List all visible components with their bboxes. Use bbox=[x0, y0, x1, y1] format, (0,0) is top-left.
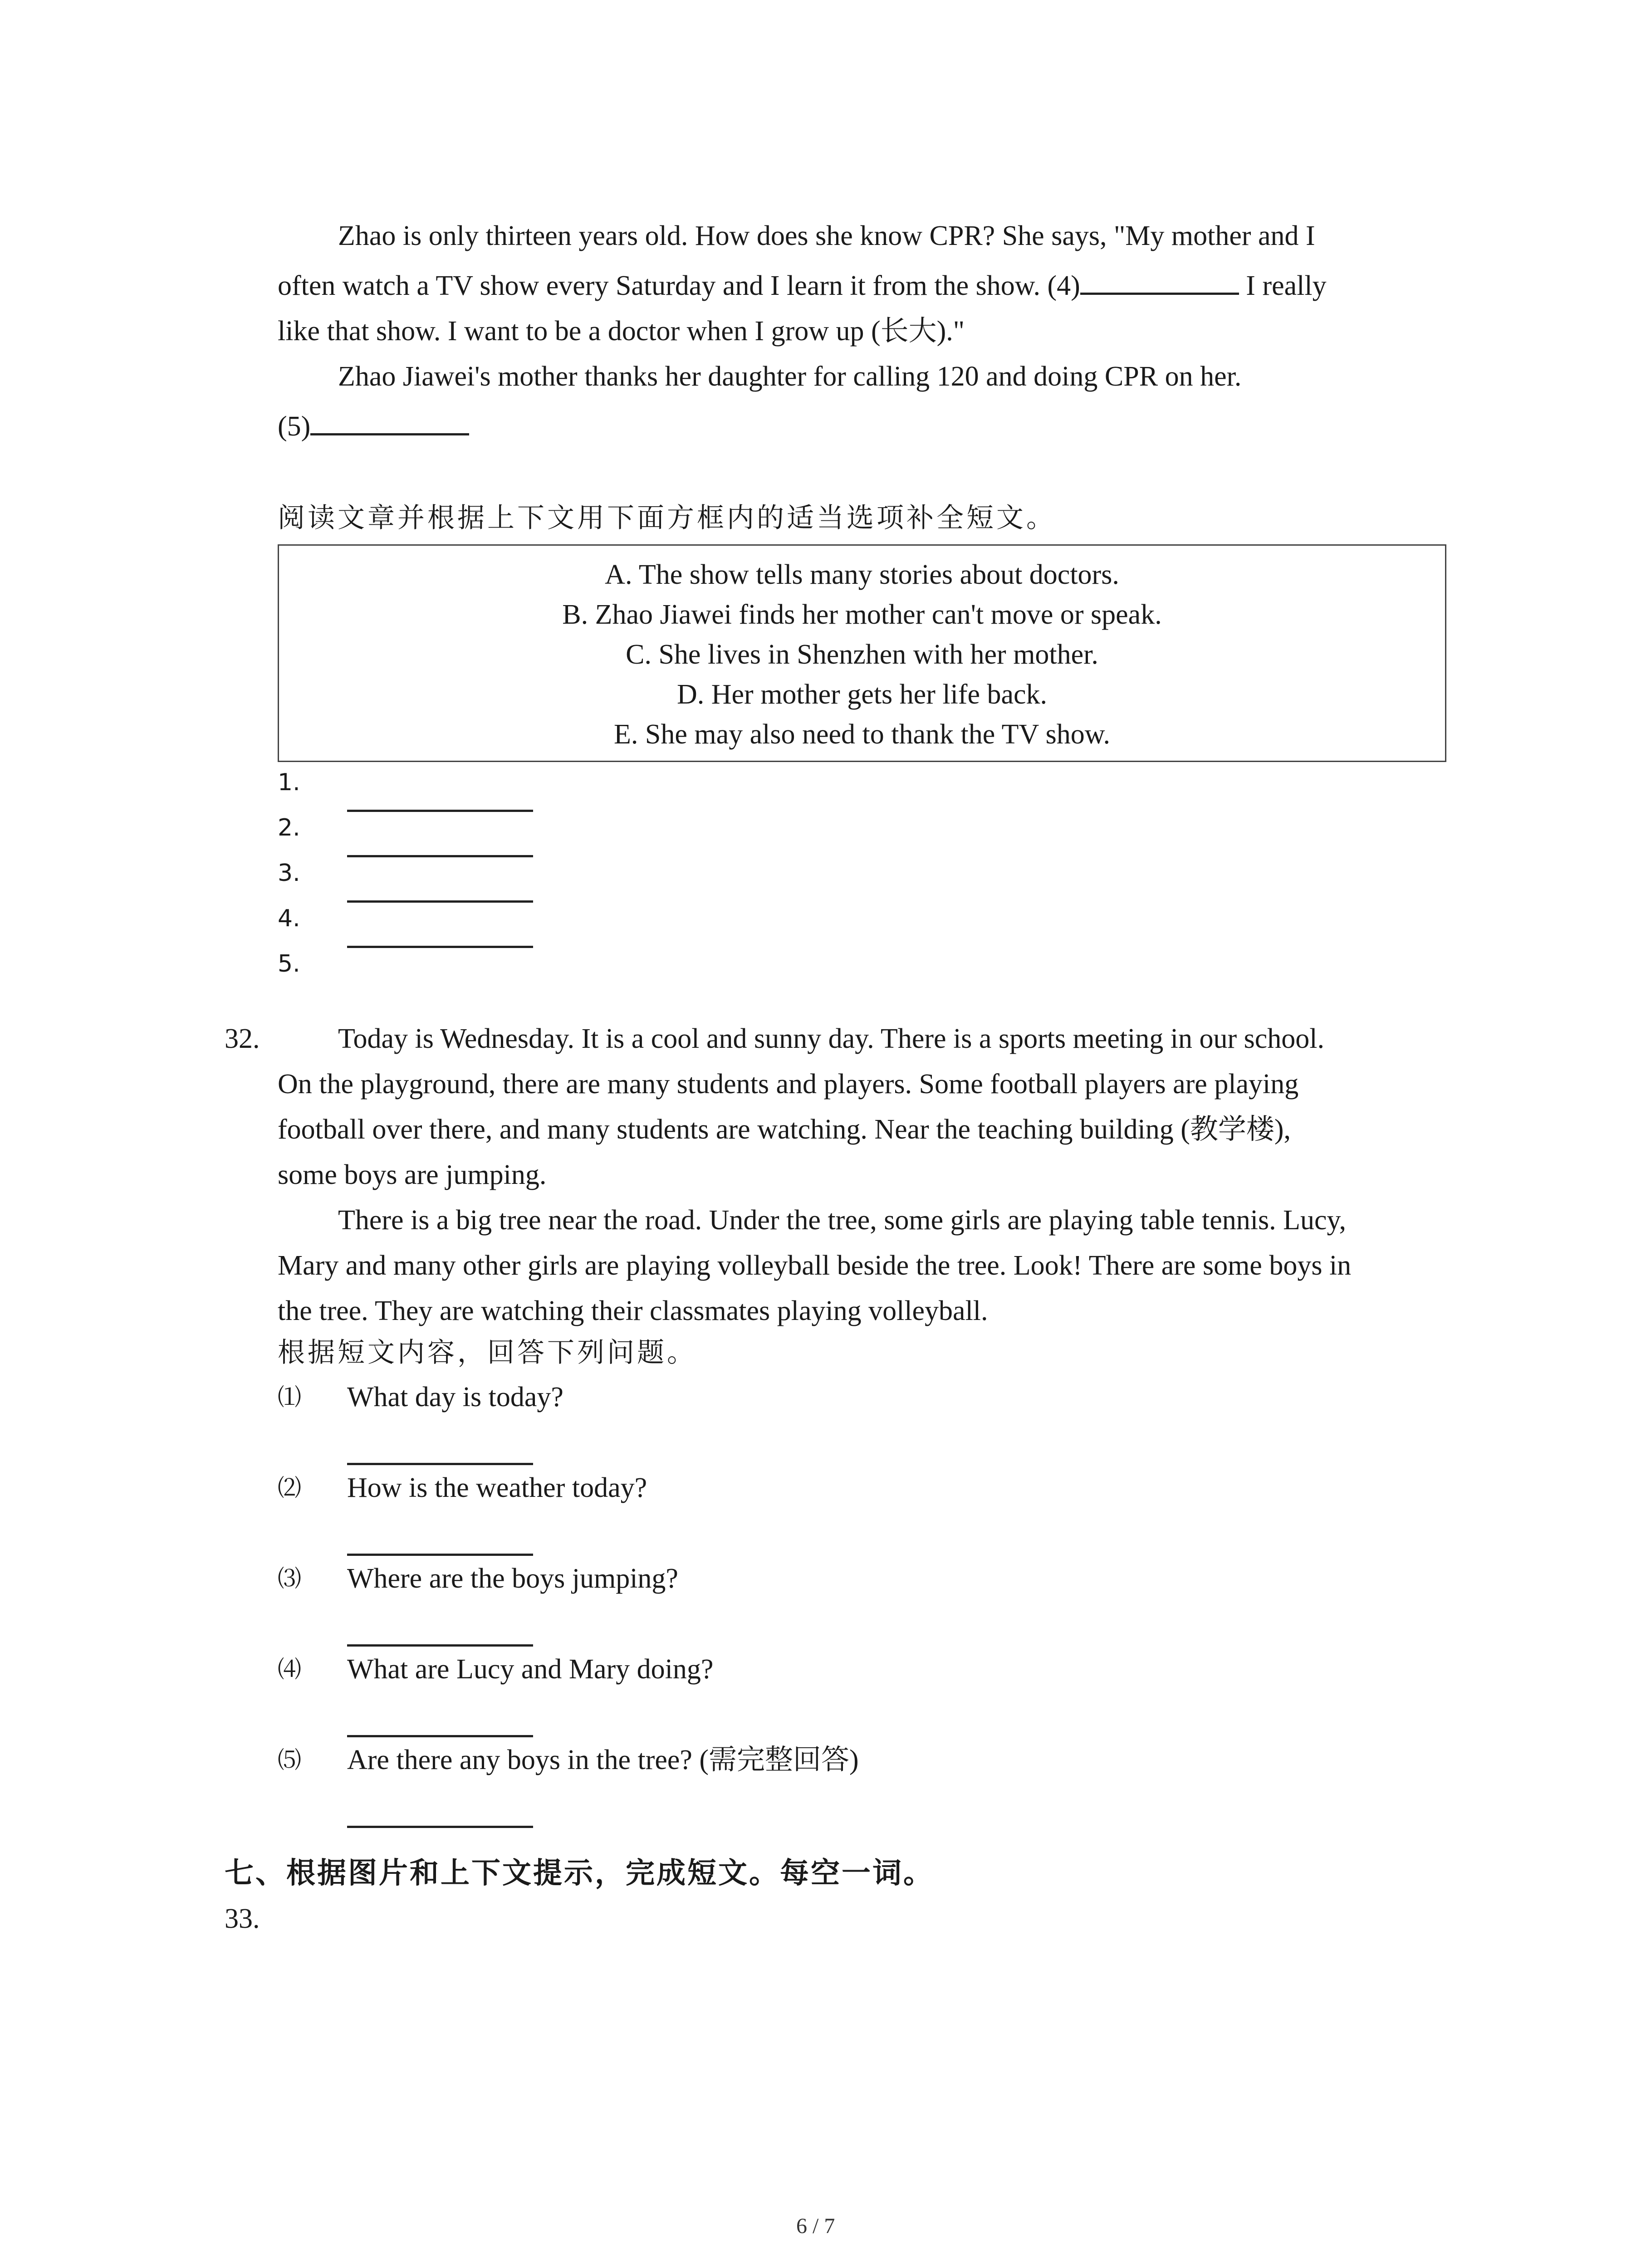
option-a: A. The show tells many stories about doctors. bbox=[605, 559, 1119, 590]
answer-number: 2. bbox=[278, 814, 300, 841]
blank-5[interactable] bbox=[310, 405, 469, 435]
page-number: 6 / 7 bbox=[796, 2214, 835, 2238]
answer-line-q5[interactable] bbox=[347, 1826, 533, 1828]
blank-4[interactable] bbox=[1080, 264, 1239, 295]
passage-text: often watch a TV show every Saturday and I learn it from the show. (4) bbox=[278, 270, 1080, 301]
instruction: 根据短文内容，回答下列问题。 bbox=[278, 1337, 697, 1369]
instruction: 阅读文章并根据上下文用下面方框内的适当选项补全短文。 bbox=[278, 502, 1056, 534]
subquestion-number: ⑸ bbox=[278, 1747, 302, 1774]
blank-label: (5) bbox=[278, 411, 311, 442]
question-number: 32. bbox=[225, 1023, 260, 1054]
answer-number: 1. bbox=[278, 769, 300, 796]
answer-number: 3. bbox=[278, 860, 300, 887]
answer-line-1[interactable] bbox=[347, 810, 533, 812]
passage-line: some boys are jumping. bbox=[278, 1159, 547, 1190]
answer-number: 5. bbox=[278, 950, 300, 978]
subquestion-text: How is the weather today? bbox=[347, 1472, 647, 1503]
passage-line: On the playground, there are many students and players. Some football players are playing bbox=[278, 1069, 1299, 1100]
answer-line-2[interactable] bbox=[347, 855, 533, 857]
subquestion-text: What are Lucy and Mary doing? bbox=[347, 1654, 714, 1685]
answer-number: 4. bbox=[278, 905, 300, 932]
option-e: E. She may also need to thank the TV show. bbox=[613, 719, 1111, 750]
subquestion-number: ⑵ bbox=[278, 1475, 302, 1502]
subquestion-text: Are there any boys in the tree? (需完整回答) bbox=[347, 1745, 859, 1775]
answer-line-4[interactable] bbox=[347, 946, 533, 948]
option-c: C. She lives in Shenzhen with her mother. bbox=[626, 639, 1098, 670]
blank-5-line bbox=[278, 404, 469, 449]
passage-line bbox=[278, 263, 1327, 308]
section-heading: 七、根据图片和上下文提示，完成短文。每空一词。 bbox=[225, 1856, 934, 1890]
answer-line-3[interactable] bbox=[347, 900, 533, 903]
passage-line: Mary and many other girls are playing volleyball beside the tree. Look! There are some boys in bbox=[278, 1250, 1352, 1281]
passage-line: Today is Wednesday. It is a cool and sunny day. There is a sports meeting in our school. bbox=[338, 1023, 1325, 1054]
option-d: D. Her mother gets her life back. bbox=[676, 679, 1048, 710]
passage-line: There is a big tree near the road. Under the tree, some girls are playing table tennis. Lucy, bbox=[338, 1205, 1346, 1236]
subquestion-text: What day is today? bbox=[347, 1382, 563, 1413]
passage-line: the tree. They are watching their classmates playing volleyball. bbox=[278, 1295, 988, 1326]
subquestion-text: Where are the boys jumping? bbox=[347, 1563, 678, 1594]
options-box bbox=[278, 544, 1446, 762]
passage-line: like that show. I want to be a doctor when I grow up (长大)." bbox=[278, 316, 965, 347]
subquestion-number: ⑶ bbox=[278, 1565, 302, 1593]
passage-line: football over there, and many students are watching. Near the teaching building (教学楼), bbox=[278, 1114, 1291, 1145]
passage-line: Zhao Jiawei's mother thanks her daughter for calling 120 and doing CPR on her. bbox=[338, 361, 1242, 392]
question-number: 33. bbox=[225, 1903, 260, 1934]
passage-text: I really bbox=[1239, 270, 1327, 301]
passage-line: Zhao is only thirteen years old. How does she know CPR? She says, "My mother and I bbox=[338, 220, 1315, 251]
subquestion-number: ⑷ bbox=[278, 1656, 302, 1683]
subquestion-number: ⑴ bbox=[278, 1384, 302, 1411]
option-b: B. Zhao Jiawei finds her mother can't move or speak. bbox=[562, 599, 1162, 630]
